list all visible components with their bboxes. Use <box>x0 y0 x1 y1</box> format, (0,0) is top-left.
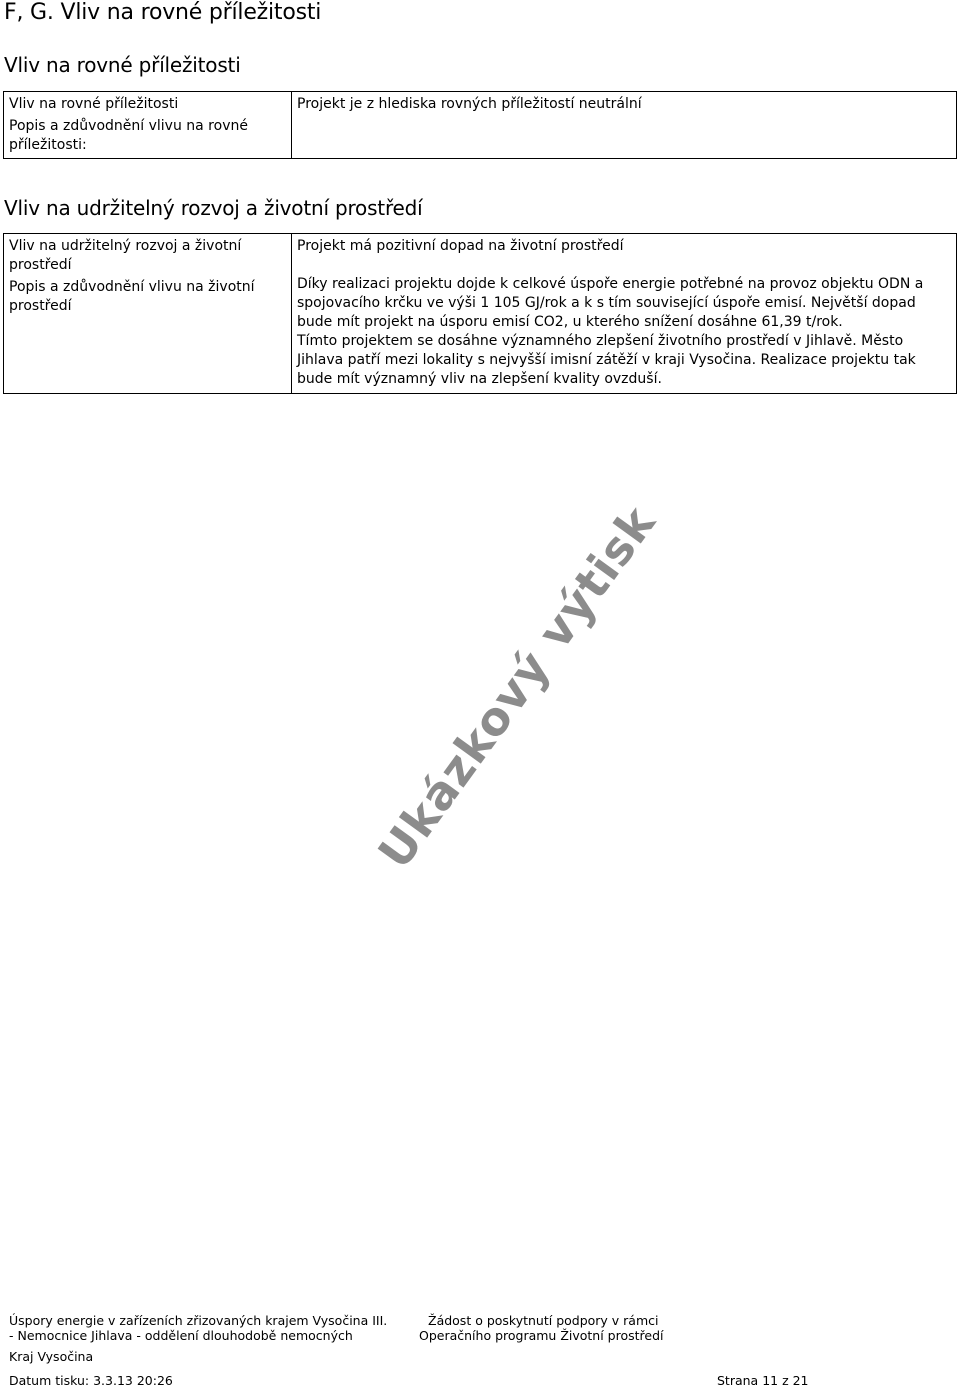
footer-project-name-line1: Úspory energie v zařízeních zřizovaných krajem Vysočina III. <box>9 1313 388 1328</box>
footer-region: Kraj Vysočina <box>9 1349 94 1364</box>
table-row <box>4 234 957 394</box>
sample-print-watermark: Ukázkový výtisk <box>367 495 666 879</box>
label-environment-description: Popis a zdůvodnění vlivu na životní prostředí <box>9 279 255 314</box>
sustainable-development-table <box>3 233 957 394</box>
page-title: F, G. Vliv na rovné příležitosti <box>4 0 322 25</box>
value-environment-paragraph-2: Tímto projektem se dosáhne významného zlepšení životního prostředí v Jihlavě. Město Jihlava patří mezi lokality s nejvyšší imisní zátěží v kraji Vysočina. Realizace projektu tak bude mít významný vliv na zlepšení kvality ovzduší. <box>297 333 916 387</box>
value-equal-opportunities: Projekt je z hlediska rovných příležitostí neutrální <box>297 96 642 112</box>
footer-application-line1: Žádost o poskytnutí podpory v rámci <box>428 1313 659 1328</box>
section-title-equal-opportunities: Vliv na rovné příležitosti <box>4 53 241 77</box>
row-value <box>292 234 957 394</box>
value-sustainable-development: Projekt má pozitivní dopad na životní prostředí <box>297 238 624 254</box>
footer-print-date: Datum tisku: 3.3.13 20:26 <box>9 1373 173 1388</box>
table-row <box>4 92 957 159</box>
footer-page-number: Strana 11 z 21 <box>717 1373 809 1388</box>
row-label <box>4 92 292 159</box>
label-equal-opportunities-description: Popis a zdůvodnění vlivu na rovné příležitosti: <box>9 118 248 153</box>
row-label <box>4 234 292 394</box>
label-sustainable-development: Vliv na udržitelný rozvoj a životní prostředí <box>9 238 242 273</box>
footer-project-name-line2: - Nemocnice Jihlava - oddělení dlouhodobě nemocných <box>9 1328 353 1343</box>
footer-application-line2: Operačního programu Životní prostředí <box>419 1328 664 1343</box>
row-value <box>292 92 957 159</box>
section-title-sustainable-development: Vliv na udržitelný rozvoj a životní prostředí <box>4 196 423 220</box>
value-environment-paragraph-1: Díky realizaci projektu dojde k celkové úspoře energie potřebné na provoz objektu ODN a spojovacího krčku ve výši 1 105 GJ/rok a k s tím související úspoře emisí. Největší dopad bude mít projekt na úsporu emisí CO2, u kterého snížení dosáhne 61,39 t/rok. <box>297 276 924 330</box>
label-equal-opportunities: Vliv na rovné příležitosti <box>9 96 179 112</box>
equal-opportunities-table <box>3 91 957 159</box>
